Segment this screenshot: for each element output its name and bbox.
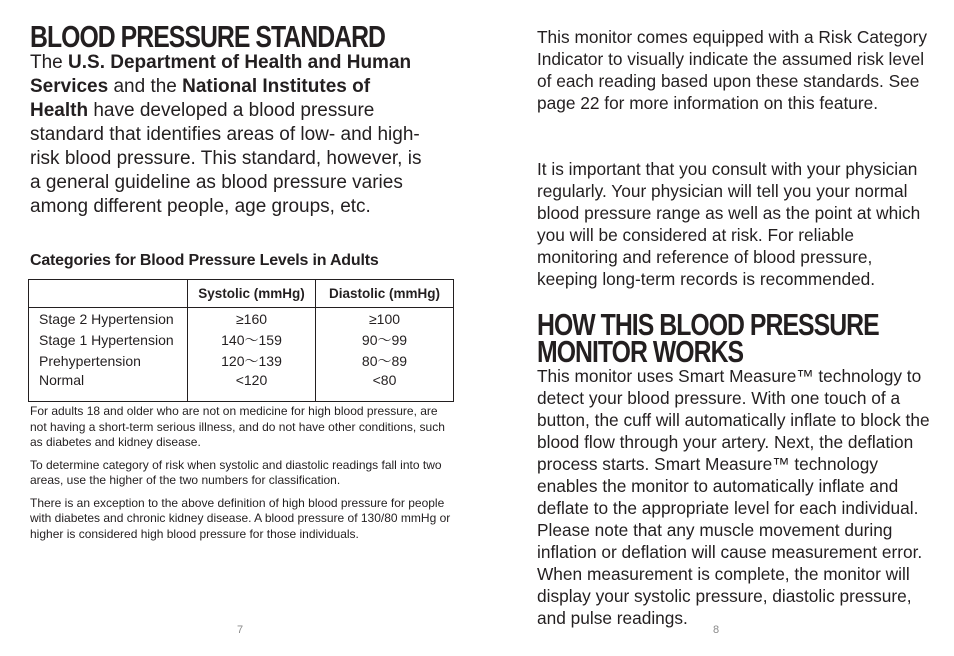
systolic-cell: <120 (188, 371, 316, 402)
note-paragraph: To determine category of risk when systolic and diastolic readings fall into two areas, use the higher of the two numbers for classification. (30, 457, 442, 487)
category-cell: Stage 1 Hypertension (29, 329, 188, 350)
table-title: Categories for Blood Pressure Levels in Adults (30, 252, 379, 269)
table-header-category (29, 280, 188, 308)
risk-indicator-paragraph: This monitor comes equipped with a Risk Category Indicator to visually indicate the assumed risk level of each reading based upon these standards. See page 22 for more information on this feature. (537, 27, 927, 113)
diastolic-cell: 90～99 (316, 329, 454, 350)
page-number: 7 (237, 624, 244, 636)
table-header-row (29, 280, 454, 308)
diastolic-cell: 80～89 (316, 350, 454, 371)
section-heading-line2: MONITOR WORKS (537, 334, 744, 369)
note-paragraph: There is an exception to the above definition of high blood pressure for people with diabetes and chronic kidney disease. A blood pressure of 130/80 mmHg or higher is considered high blood pressure for those individuals. (30, 495, 451, 541)
table-row (29, 308, 454, 330)
intro-paragraph (30, 51, 430, 219)
diastolic-cell: <80 (316, 371, 454, 402)
category-cell: Prehypertension (29, 350, 188, 371)
table-notes (30, 404, 455, 549)
page-number: 8 (713, 624, 720, 636)
note-paragraph: For adults 18 and older who are not on medicine for high blood pressure, are not having a short-term serious illness, and do not have other conditions, such as diabetes and kidney disease. (30, 404, 445, 449)
category-cell: Stage 2 Hypertension (29, 308, 188, 330)
intro-text-1: The (30, 52, 69, 73)
section-heading (537, 307, 879, 369)
intro-bold-nih: National Institutes of Health (30, 76, 371, 121)
intro-bold-hhs: U.S. Department of Health and Human Services (30, 52, 412, 97)
systolic-cell: 140～159 (188, 329, 316, 350)
systolic-cell: 120～139 (188, 350, 316, 371)
table-header-diastolic: Diastolic (mmHg) (316, 280, 454, 308)
bp-categories-table (28, 279, 454, 402)
intro-text-2: and the (108, 76, 183, 97)
table-row (29, 371, 454, 402)
section-heading-line1: HOW THIS BLOOD PRESSURE (537, 307, 879, 342)
category-cell: Normal (29, 371, 188, 402)
table-row (29, 350, 454, 371)
table-header-systolic: Systolic (mmHg) (188, 280, 316, 308)
physician-paragraph: It is important that you consult with your physician regularly. Your physician will tell you your normal blood pressure range as well as the point at which you will be considered at risk. For reliable monitoring and reference of blood pressure, keeping long-term records is recommended. (537, 159, 921, 289)
how-it-works-paragraph: This monitor uses Smart Measure™ technology to detect your blood pressure. With one touch of a button, the cuff will automatically inflate to block the blood flow through your artery. Next, the deflation process starts. Smart Measure™ technology enables the monitor to automatically inflate and deflate to the appropriate level for each individual. Please note that any muscle movement during inflation or deflation will cause measurement error. When measurement is complete, the monitor will display your systolic pressure, diastolic pressure, and pulse readings. (537, 366, 930, 628)
intro-text-3: have developed a blood pressure standard that identifies areas of low- and high-risk blood pressure. This standard, however, is a general guideline as blood pressure varies among different people, age groups, etc. (30, 100, 422, 217)
diastolic-cell: ≥100 (316, 308, 454, 330)
table-row (29, 329, 454, 350)
systolic-cell: ≥160 (188, 308, 316, 330)
page-heading: BLOOD PRESSURE STANDARD (30, 19, 385, 54)
right-page (477, 0, 954, 656)
